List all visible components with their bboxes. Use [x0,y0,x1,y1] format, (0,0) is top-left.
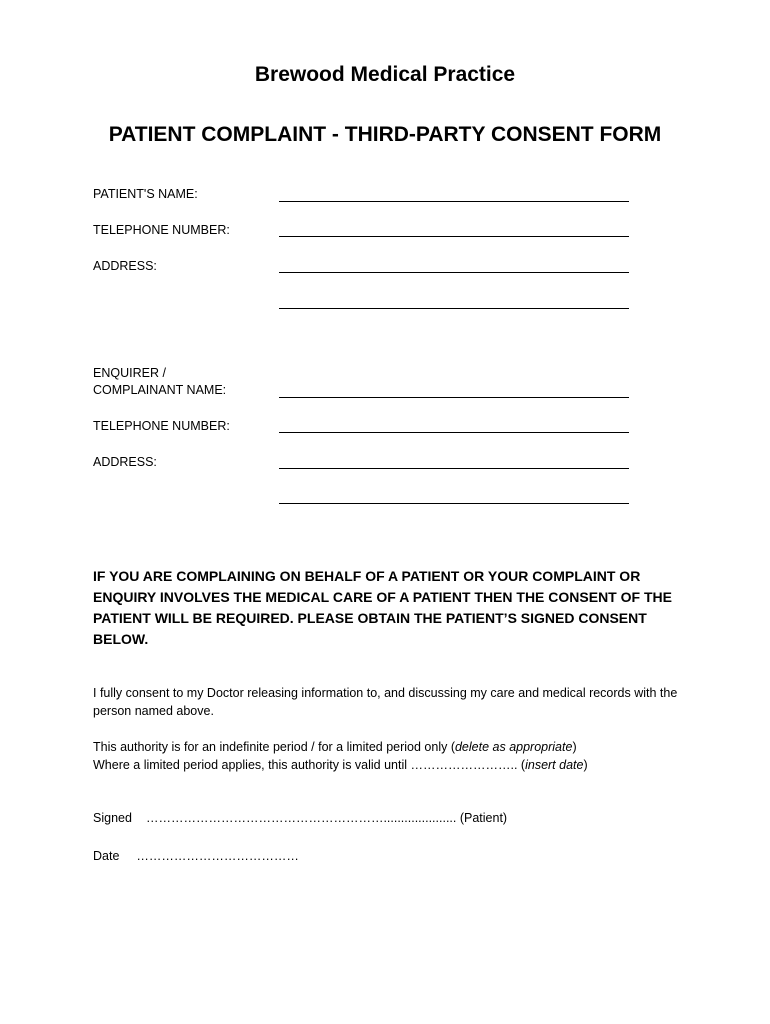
authority-period-line: This authority is for an indefinite period / for a limited period only (delete as appropriate) [93,740,577,754]
enquirer-address-field-1[interactable] [279,468,629,469]
practice-name: Brewood Medical Practice [254,63,516,86]
enquirer-telephone-field[interactable] [279,432,629,433]
date-line[interactable] [93,847,299,865]
patient-telephone-field[interactable] [279,236,629,237]
enquirer-address-field-2[interactable] [279,503,629,504]
consent-statement: I fully consent to my Doctor releasing information to, and discussing my care and medical records with the person named above. [93,686,678,718]
patient-address-field-2[interactable] [279,308,629,309]
enquirer-telephone-label: TELEPHONE NUMBER: [93,419,230,433]
limited-period-line: Where a limited period applies, this authority is valid until …………………….. (insert date) [93,758,588,772]
enquirer-name-label-line2: COMPLAINANT NAME: [93,383,227,397]
enquirer-name-field[interactable] [279,397,629,398]
patient-address-label: ADDRESS: [93,259,157,273]
enquirer-address-label: ADDRESS: [93,455,157,469]
patient-telephone-label: TELEPHONE NUMBER: [93,223,230,237]
signature-line[interactable] [93,809,507,827]
signed-dots: …………………………………………………..................... (Patient) [145,811,508,825]
patient-name-label: PATIENT'S NAME: [93,187,198,201]
consent-notice: IF YOU ARE COMPLAINING ON BEHALF OF A PATIENT OR YOUR COMPLAINT OR ENQUIRY INVOLVES THE MEDICAL CARE OF A PATIENT THEN THE CONSENT OF THE PATIENT WILL BE REQUIRED. PLEASE OBTAIN THE PATIENT’S SIGNED CONSENT BELOW. [93,568,672,647]
date-label: Date [93,849,120,863]
delete-as-appropriate-note: delete as appropriate [454,740,573,754]
enquirer-name-label-line1: ENQUIRER / [93,366,166,380]
date-dots: ………………………………… [136,849,299,863]
insert-date-note: insert date [525,758,584,772]
patient-address-field-1[interactable] [279,272,629,273]
form-title: PATIENT COMPLAINT - THIRD-PARTY CONSENT FORM [108,123,662,146]
signed-label: Signed [93,811,132,825]
patient-name-field[interactable] [279,201,629,202]
